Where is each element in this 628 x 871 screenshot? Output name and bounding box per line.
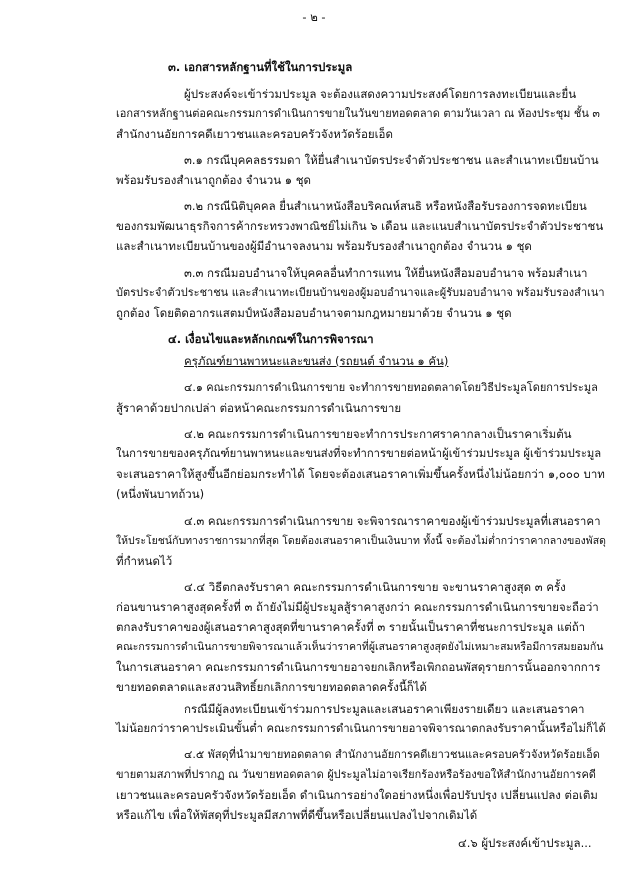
item-3-2-line-2: ของกรมพัฒนาธุรกิจการค้ากระทรวงพาณิชย์ไม่เกิน ๖ เดือน และแนบสำเนาบัตรประจำตัวประชาชน (116, 219, 604, 233)
item-4-2-line-4: (หนึ่งพันบาทถ้วน) (116, 487, 205, 501)
item-4-4-line-7: กรณีมีผู้ลงทะเบียนเข้าร่วมการประมูลและเสนอราคาเพียงรายเดียว และเสนอราคา (184, 702, 585, 716)
item-4-4-line-8: ไม่น้อยกว่าราคาประเมินขั้นต่ำ คณะกรรมการดำเนินการขายอาจพิจารณาตกลงรับราคานั้นหรือไม่ก็ได้ (116, 722, 606, 735)
item-3-1-line-2: พร้อมรับรองสำเนาถูกต้อง จำนวน ๑ ชุด (116, 173, 311, 187)
item-3-1-line-1: ๓.๑ กรณีบุคคลธรรมดา ให้ยื่นสำเนาบัตรประจำตัวประชาชน และสำเนาทะเบียนบ้าน (184, 153, 599, 167)
item-4-2-line-2: ในการขายของครุภัณฑ์ยานพาหนะและขนส่งที่จะทำการขายต่อหน้าผู้เข้าร่วมประมูล ผู้เข้าร่วมประมูล (116, 447, 602, 460)
page-number: - ๒ - (302, 10, 326, 24)
item-4-5-line-2: ขายตามสภาพที่ปรากฏ ณ วันขายทอดตลาด ผู้ประมูลไม่อาจเรียกร้องหรือร้องขอให้สำนักงานอัยการคดี (116, 768, 596, 781)
item-4-4-line-6: ขายทอดตลาดและสงวนสิทธิ์ยกเลิกการขายทอดตลาดครั้งนี้ก็ได้ (116, 680, 427, 694)
item-4-5-line-4: หรือแก้ไข เพื่อให้พัสดุที่ประมูลมีสภาพที่ดีขึ้นหรือเปลี่ยนแปลงไปจากเดิมได้ (116, 808, 478, 822)
item-4-4-line-2: ก่อนขานราคาสูงสุดครั้งที่ ๓ ถ้ายังไม่มีผู้ประมูลสู้ราคาสูงกว่า คณะกรรมการดำเนินการขายจะถือว่า (116, 600, 599, 614)
item-4-2-line-3: จะเสนอราคาให้สูงขึ้นอีกย่อมกระทำได้ โดยจะต้องเสนอราคาเพิ่มขึ้นครั้งหนึ่งไม่น้อยกว่า ๑,๐๐๐ บาท (116, 467, 605, 481)
item-4-5-line-1: ๔.๕ พัสดุที่นำมาขายทอดตลาด สำนักงานอัยการคดีเยาวชนและครอบครัวจังหวัดร้อยเอ็ด (184, 748, 600, 761)
item-3-3-line-1: ๓.๓ กรณีมอบอำนาจให้บุคคลอื่นทำการแทน ให้ยื่นหนังสือมอบอำนาจ พร้อมสำเนา (184, 266, 588, 280)
item-4-3-line-1: ๔.๓ คณะกรรมการดำเนินการขาย จะพิจารณาราคาของผู้เข้าร่วมประมูลที่เสนอราคา (184, 514, 601, 528)
item-4-1-line-1: ๔.๑ คณะกรรมการดำเนินการขาย จะทำการขายทอดตลาดโดยวิธีประมูลโดยการประมูล (184, 381, 598, 394)
item-3-2-line-1: ๓.๒ กรณีนิติบุคคล ยื่นสำเนาหนังสือบริคณห์สนธิ หรือหนังสือรับรองการจดทะเบียน (184, 199, 587, 213)
item-4-4-line-4: คณะกรรมการดำเนินการขายพิจารณาแล้วเห็นว่าราคาที่ผู้เสนอราคาสูงสุดยังไม่เหมาะสมหรือมีการสมยอมกัน (116, 641, 604, 653)
item-4-3-line-2: ให้ประโยชน์กับทางราชการมากที่สุด โดยต้องเสนอราคาเป็นเงินบาท ทั้งนี้ จะต้องไม่ต่ำกว่าราคากลางของพัสดุ (116, 535, 606, 547)
item-4-4-line-1: ๔.๔ วิธีตกลงรับราคา คณะกรรมการดำเนินการขาย จะขานราคาสูงสุด ๓ ครั้ง (184, 580, 566, 594)
item-3-2-line-3: และสำเนาทะเบียนบ้านของผู้มีอำนาจลงนาม พร้อมรับรองสำเนาถูกต้อง จำนวน ๑ ชุด (116, 239, 532, 253)
item-3-3-line-2: บัตรประจำตัวประชาชน และสำเนาทะเบียนบ้านของผู้มอบอำนาจและผู้รับมอบอำนาจ พร้อมรับรองสำเนา (116, 286, 605, 299)
continuation-note: ๔.๖ ผู้ประสงค์เข้าประมูล... (458, 836, 592, 850)
section-3-intro-line-2: เอกสารหลักฐานต่อคณะกรรมการดำเนินการขายในวันขายทอดตลาด ตามวันเวลา ณ ห้องประชุม ชั้น ๓ (116, 107, 600, 120)
item-4-4-line-5: ในการเสนอราคา คณะกรรมการดำเนินการขายอาจยกเลิกหรือเพิกถอนพัสดุรายการนั้นออกจากการ (116, 660, 601, 674)
section-4-heading: ๔. เงื่อนไขและหลักเกณฑ์ในการพิจารณา (168, 332, 374, 346)
item-4-1-line-2: สู้ราคาด้วยปากเปล่า ต่อหน้าคณะกรรมการดำเนินการขาย (116, 401, 402, 415)
item-4-3-line-3: ที่กำหนดไว้ (116, 554, 173, 568)
item-3-3-line-3: ถูกต้อง โดยติดอากรแสตมป์หนังสือมอบอำนาจตามกฎหมายมาด้วย จำนวน ๑ ชุด (116, 306, 512, 320)
section-3-intro-line-1: ผู้ประสงค์จะเข้าร่วมประมูล จะต้องแสดงความประสงค์โดยการลงทะเบียนและยื่น (184, 87, 577, 101)
item-4-5-line-3: เยาวชนและครอบครัวจังหวัดร้อยเอ็ด ดำเนินการอย่างใดอย่างหนึ่งเพื่อปรับปรุง เปลี่ยนแปลง ต่อเติม (116, 788, 598, 802)
section-3-intro-line-3: สำนักงานอัยการคดีเยาวชนและครอบครัวจังหวัดร้อยเอ็ด (116, 127, 393, 141)
section-3-heading: ๓. เอกสารหลักฐานที่ใช้ในการประมูล (168, 60, 353, 74)
item-4-2-line-1: ๔.๒ คณะกรรมการดำเนินการขายจะทำการประกาศราคากลางเป็นราคาเริ่มต้น (184, 427, 572, 441)
section-4-subheading: ครุภัณฑ์ยานพาหนะและขนส่ง (รถยนต์ จำนวน ๑ คัน) (184, 354, 449, 368)
item-4-4-line-3: ตกลงรับราคาของผู้เสนอราคาสูงสุดที่ขานราคาครั้งที่ ๓ รายนั้นเป็นราคาที่ชนะการประมูล แต่ถ้า (116, 620, 586, 634)
